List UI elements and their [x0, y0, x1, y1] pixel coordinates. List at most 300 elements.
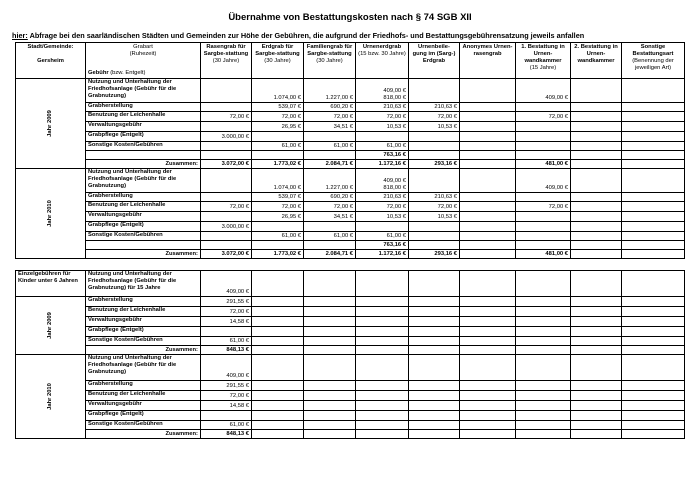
table-cell	[516, 212, 571, 222]
table-cell	[409, 79, 460, 103]
table-cell	[571, 337, 622, 346]
row-label: Verwaltungsgebühr	[86, 122, 201, 132]
table-cell: Grabherstellung	[86, 381, 201, 391]
table-cell	[409, 241, 460, 250]
table-cell	[304, 355, 356, 381]
subtitle-hier: hier:	[12, 31, 28, 40]
table-cell	[622, 103, 685, 112]
table-cell: 61,00 €	[252, 142, 304, 151]
kinder-year-2009-cell	[16, 297, 86, 355]
table-cell: 481,00 €	[516, 250, 571, 259]
table-cell	[460, 122, 516, 132]
table-cell	[571, 202, 622, 212]
row-label: Grabpflege (Entgelt)	[86, 222, 201, 232]
table-cell: 72,00 €	[201, 391, 252, 401]
total-row	[16, 160, 685, 169]
table-row	[16, 355, 685, 381]
table-cell	[571, 411, 622, 421]
table-cell: 61,00 €	[356, 232, 409, 241]
table-cell	[460, 391, 516, 401]
table-row	[16, 317, 685, 327]
table-cell: 3.000,00 €	[201, 222, 252, 232]
stadt-cell	[16, 43, 86, 79]
table-cell	[252, 411, 304, 421]
table-cell: 61,00 €	[201, 337, 252, 346]
table-cell	[356, 355, 409, 381]
col-header-6	[460, 43, 516, 79]
table-cell: Zusammen:	[86, 430, 201, 439]
table-row	[16, 212, 685, 222]
table-cell	[252, 307, 304, 317]
table-row	[16, 151, 685, 160]
table-cell	[304, 421, 356, 430]
table-cell	[460, 112, 516, 122]
table-cell	[409, 346, 460, 355]
table-cell: 409,00 €	[201, 355, 252, 381]
table-cell: Benutzung der Leichenhalle	[86, 307, 201, 317]
table-cell	[460, 307, 516, 317]
table-cell	[304, 327, 356, 337]
table-cell	[622, 132, 685, 142]
table-cell	[571, 103, 622, 112]
ruhezeit-label: (Ruhezeit)	[129, 51, 157, 57]
table-cell: 210,63 €	[356, 193, 409, 202]
table-cell	[622, 193, 685, 202]
table-cell	[356, 401, 409, 411]
table-cell	[571, 250, 622, 259]
table-cell	[516, 421, 571, 430]
table-row	[16, 112, 685, 122]
table-cell: 539,07 €	[252, 103, 304, 112]
table-cell: 72,00 €	[409, 112, 460, 122]
table-cell	[516, 103, 571, 112]
table-cell	[460, 430, 516, 439]
table-cell: 481,00 €	[516, 160, 571, 169]
table-cell: Grabpflege (Entgelt)	[86, 327, 201, 337]
table-cell	[622, 421, 685, 430]
table-cell	[252, 355, 304, 381]
table-cell	[622, 250, 685, 259]
table-cell	[201, 169, 252, 193]
einzel-label: Einzelgebühren für Kinder unter 6 Jahren	[16, 271, 86, 297]
table-cell: 409,00 €	[201, 271, 252, 297]
table-cell: Verwaltungsgebühr	[86, 401, 201, 411]
table-cell	[86, 241, 201, 250]
table-cell	[460, 142, 516, 151]
table-cell: 72,00 €	[304, 112, 356, 122]
table-cell	[304, 411, 356, 421]
table-cell	[409, 271, 460, 297]
col-header-3	[304, 43, 356, 79]
table-row	[16, 169, 685, 193]
row-label: Sonstige Kosten/Gebühren	[86, 232, 201, 241]
table-cell	[460, 250, 516, 259]
table-cell	[356, 430, 409, 439]
table-cell: 72,00 €	[516, 112, 571, 122]
table-cell	[356, 327, 409, 337]
table-cell	[304, 381, 356, 391]
table-cell: 1.773,02 €	[252, 160, 304, 169]
table-cell: 61,00 €	[201, 421, 252, 430]
table-cell	[409, 430, 460, 439]
table-cell: Nutzung und Unterhaltung der Friedhofsanlage (Gebühr für die Grabnutzung)	[86, 355, 201, 381]
gebuehr-note: (bzw. Entgelt)	[110, 70, 146, 76]
cell-text: 409,00 €	[383, 178, 406, 184]
col-header-5	[409, 43, 460, 79]
table-cell: 848,13 €	[201, 346, 252, 355]
row-label: Nutzung und Unterhaltung der Friedhofsanlage (Gebühr für die Grabnutzung)	[86, 79, 201, 103]
table-cell	[622, 327, 685, 337]
table-cell	[571, 169, 622, 193]
cell-text: (30 Jahre)	[212, 58, 240, 64]
gebuehr-label: Gebühr	[88, 70, 109, 76]
table-cell: 26,95 €	[252, 122, 304, 132]
table-cell	[304, 346, 356, 355]
table-cell	[356, 317, 409, 327]
table-cell	[356, 307, 409, 317]
table-row	[16, 122, 685, 132]
table-cell	[622, 202, 685, 212]
table-cell	[460, 193, 516, 202]
row-label: Benutzung der Leichenhalle	[86, 112, 201, 122]
cell-text: (Benennung der jeweiligen Art)	[632, 58, 674, 71]
table-cell: 72,00 €	[409, 202, 460, 212]
table-row	[16, 79, 685, 103]
table-cell	[622, 151, 685, 160]
table-cell	[516, 307, 571, 317]
table-cell	[86, 151, 201, 160]
row-label: Grabherstellung	[86, 193, 201, 202]
table-cell	[571, 241, 622, 250]
table-cell	[252, 151, 304, 160]
table-cell: 72,00 €	[516, 202, 571, 212]
table-cell	[622, 307, 685, 317]
row-label: Verwaltungsgebühr	[86, 212, 201, 222]
table-cell: 72,00 €	[356, 202, 409, 212]
table-row	[16, 391, 685, 401]
table-cell: 2.084,71 €	[304, 250, 356, 259]
cell-text: Jahr 2010	[46, 383, 53, 410]
table-cell	[516, 151, 571, 160]
table-cell	[201, 151, 252, 160]
table-cell: 72,00 €	[252, 112, 304, 122]
table-cell	[622, 391, 685, 401]
col-header-9	[622, 43, 685, 79]
year-2009-cell	[16, 79, 86, 169]
cell-text: Sonstige Bestattungsart	[632, 44, 674, 57]
table-cell	[571, 381, 622, 391]
table-cell	[622, 142, 685, 151]
table-cell	[571, 122, 622, 132]
table-cell: 2.084,71 €	[304, 160, 356, 169]
table-cell	[516, 193, 571, 202]
cell-text: Jahr 2010	[46, 200, 53, 227]
table-cell	[201, 79, 252, 103]
table-cell	[252, 337, 304, 346]
table-cell	[516, 142, 571, 151]
cell-text: 1. Bestattung in Urnen-wandkammer	[521, 44, 565, 64]
table-cell	[571, 151, 622, 160]
table-cell	[571, 160, 622, 169]
row-label: Sonstige Kosten/Gebühren	[86, 142, 201, 151]
table-cell: 690,20 €	[304, 193, 356, 202]
table-row	[16, 271, 685, 297]
table-cell	[571, 391, 622, 401]
table-cell	[516, 232, 571, 241]
table-row	[16, 381, 685, 391]
table-cell	[571, 421, 622, 430]
table-cell: 409,00 €	[516, 169, 571, 193]
table-cell	[571, 232, 622, 241]
table-cell: 72,00 €	[356, 112, 409, 122]
table-cell	[622, 346, 685, 355]
table-cell	[409, 317, 460, 327]
table-row	[16, 193, 685, 202]
table-cell	[622, 401, 685, 411]
table-cell	[622, 317, 685, 327]
table-cell: 1.074,00 €	[252, 79, 304, 103]
table-cell	[356, 132, 409, 142]
table-cell	[516, 391, 571, 401]
table-cell	[356, 169, 409, 193]
table-cell: Zusammen:	[86, 160, 201, 169]
cell-text: Jahr 2009	[46, 312, 53, 339]
table-cell: 291,55 €	[201, 381, 252, 391]
table-cell	[409, 307, 460, 317]
table-cell	[201, 327, 252, 337]
table-cell	[460, 212, 516, 222]
table-cell	[571, 271, 622, 297]
table-cell	[252, 241, 304, 250]
table-cell	[571, 297, 622, 307]
table-cell	[460, 317, 516, 327]
table-cell: 210,63 €	[409, 193, 460, 202]
table-cell	[571, 79, 622, 103]
table-cell	[409, 232, 460, 241]
table-cell	[516, 401, 571, 411]
table-cell	[571, 193, 622, 202]
table-cell	[252, 271, 304, 297]
table-cell	[409, 327, 460, 337]
table-cell	[356, 381, 409, 391]
table-cell	[516, 122, 571, 132]
table-cell	[460, 132, 516, 142]
table-cell: 293,16 €	[409, 160, 460, 169]
table-cell	[304, 307, 356, 317]
cell-text: 409,00 €	[383, 88, 406, 94]
table-cell	[252, 327, 304, 337]
stadt-value: Gersheim	[37, 58, 64, 64]
col-header-7	[516, 43, 571, 79]
table-cell: Benutzung der Leichenhalle	[86, 391, 201, 401]
cell-text: Erdgrab für Sargbe-stattung	[255, 44, 300, 57]
cell-text	[88, 70, 145, 77]
table-cell	[356, 297, 409, 307]
table-row	[16, 232, 685, 241]
table-cell	[460, 337, 516, 346]
table-row	[16, 103, 685, 112]
table-cell	[460, 421, 516, 430]
table-cell	[622, 122, 685, 132]
table-cell	[516, 271, 571, 297]
table-row	[16, 142, 685, 151]
table-cell	[356, 79, 409, 103]
table-cell	[571, 142, 622, 151]
total-row	[16, 250, 685, 259]
table-row	[16, 337, 685, 346]
table-cell	[571, 430, 622, 439]
table-cell	[201, 411, 252, 421]
table-cell: Grabherstellung	[86, 297, 201, 307]
table-cell	[252, 391, 304, 401]
table-cell	[409, 297, 460, 307]
table-cell: 10,53 €	[356, 122, 409, 132]
table-cell	[409, 401, 460, 411]
table-cell	[409, 337, 460, 346]
table-cell: 26,95 €	[252, 212, 304, 222]
table-cell: 210,63 €	[409, 103, 460, 112]
subtitle	[12, 31, 584, 40]
table-cell	[460, 241, 516, 250]
table-cell	[460, 151, 516, 160]
row-label: Nutzung und Unterhaltung der Friedhofsanlage (Gebühr für die Grabnutzung) für 15 Jahre	[86, 271, 201, 297]
table-row	[16, 132, 685, 142]
col-header-1	[201, 43, 252, 79]
cell-text: Jahr 2009	[46, 110, 53, 137]
table-cell	[252, 401, 304, 411]
table-cell	[409, 381, 460, 391]
table-cell	[409, 151, 460, 160]
table-cell	[460, 103, 516, 112]
table-cell	[571, 132, 622, 142]
cell-text: 818,00 €	[383, 185, 406, 191]
cell-text: (30 Jahre)	[316, 58, 343, 64]
table-cell	[356, 411, 409, 421]
table-cell	[622, 232, 685, 241]
table-cell: 34,51 €	[304, 122, 356, 132]
table-row	[16, 241, 685, 250]
table-cell: 61,00 €	[304, 232, 356, 241]
table-cell	[622, 355, 685, 381]
table-cell	[304, 271, 356, 297]
table-cell: 72,00 €	[201, 307, 252, 317]
table-cell	[201, 193, 252, 202]
table-cell	[252, 430, 304, 439]
table-cell	[356, 222, 409, 232]
table-row	[16, 411, 685, 421]
table-cell	[304, 151, 356, 160]
cell-text: Urnenerdgrab	[362, 44, 402, 50]
table-cell	[516, 241, 571, 250]
table-cell	[460, 381, 516, 391]
table-cell	[571, 222, 622, 232]
table-cell	[622, 112, 685, 122]
table-cell: 1.172,16 €	[356, 250, 409, 259]
table-cell	[516, 222, 571, 232]
table-cell	[571, 327, 622, 337]
cell-text: 2. Bestattung in Urnen-wandkammer	[574, 44, 618, 64]
grabart-cell	[86, 43, 201, 79]
table-cell: 10,53 €	[356, 212, 409, 222]
table-cell	[622, 169, 685, 193]
cell-text: (15 bzw. 30 Jahre)	[358, 51, 406, 57]
year-2010-cell	[16, 169, 86, 259]
table-cell	[304, 132, 356, 142]
table-cell	[304, 401, 356, 411]
table-cell	[516, 430, 571, 439]
table-cell	[460, 160, 516, 169]
table-cell: 1.172,16 €	[356, 160, 409, 169]
table-cell	[304, 222, 356, 232]
table-cell	[201, 241, 252, 250]
table-cell	[409, 391, 460, 401]
table-cell	[409, 222, 460, 232]
col-header-2	[252, 43, 304, 79]
table-cell	[304, 241, 356, 250]
table-cell: 34,51 €	[304, 212, 356, 222]
row-label: Benutzung der Leichenhalle	[86, 202, 201, 212]
table-cell	[201, 232, 252, 241]
table-cell	[460, 169, 516, 193]
cell-text: (15 Jahre)	[529, 65, 557, 71]
table-cell	[460, 355, 516, 381]
table-cell	[622, 212, 685, 222]
table-cell	[571, 401, 622, 411]
cell-text: Anonymes Urnen-rasengrab	[462, 44, 513, 57]
table-cell	[571, 346, 622, 355]
table-cell	[516, 381, 571, 391]
table-cell: Zusammen:	[86, 346, 201, 355]
table-cell	[622, 271, 685, 297]
table-cell	[460, 346, 516, 355]
table-cell	[409, 142, 460, 151]
table-cell: 14,58 €	[201, 401, 252, 411]
page-title: Übernahme von Bestattungskosten nach § 74 SGB XII	[228, 12, 472, 23]
table-cell	[409, 169, 460, 193]
table-cell	[201, 142, 252, 151]
cell-text: Urnenbeile-gung im (Sarg-) Erdgrab	[412, 44, 456, 64]
table-cell	[460, 411, 516, 421]
grabart-label: Grabart	[133, 44, 153, 50]
table-cell: 3.072,00 €	[201, 160, 252, 169]
total-row	[16, 430, 685, 439]
table-cell	[516, 411, 571, 421]
table-cell: 10,53 €	[409, 122, 460, 132]
cell-text: 818,00 €	[383, 95, 406, 101]
table-cell: 72,00 €	[252, 202, 304, 212]
table-cell	[571, 317, 622, 327]
table-cell	[356, 271, 409, 297]
table-cell: 1.227,00 €	[304, 79, 356, 103]
table-cell: Grabpflege (Entgelt)	[86, 411, 201, 421]
cell-text: (30 Jahre)	[264, 58, 291, 64]
table-cell	[356, 421, 409, 430]
table-cell: 539,07 €	[252, 193, 304, 202]
table-cell: 3.072,00 €	[201, 250, 252, 259]
table-cell	[304, 391, 356, 401]
table-cell	[409, 411, 460, 421]
table-cell	[460, 297, 516, 307]
table-cell	[460, 327, 516, 337]
col-header-8	[571, 43, 622, 79]
table-cell: 10,53 €	[409, 212, 460, 222]
table-cell	[516, 355, 571, 381]
table-cell	[356, 346, 409, 355]
total-row	[16, 346, 685, 355]
row-label: Grabherstellung	[86, 103, 201, 112]
table-cell	[460, 202, 516, 212]
table-cell	[201, 103, 252, 112]
